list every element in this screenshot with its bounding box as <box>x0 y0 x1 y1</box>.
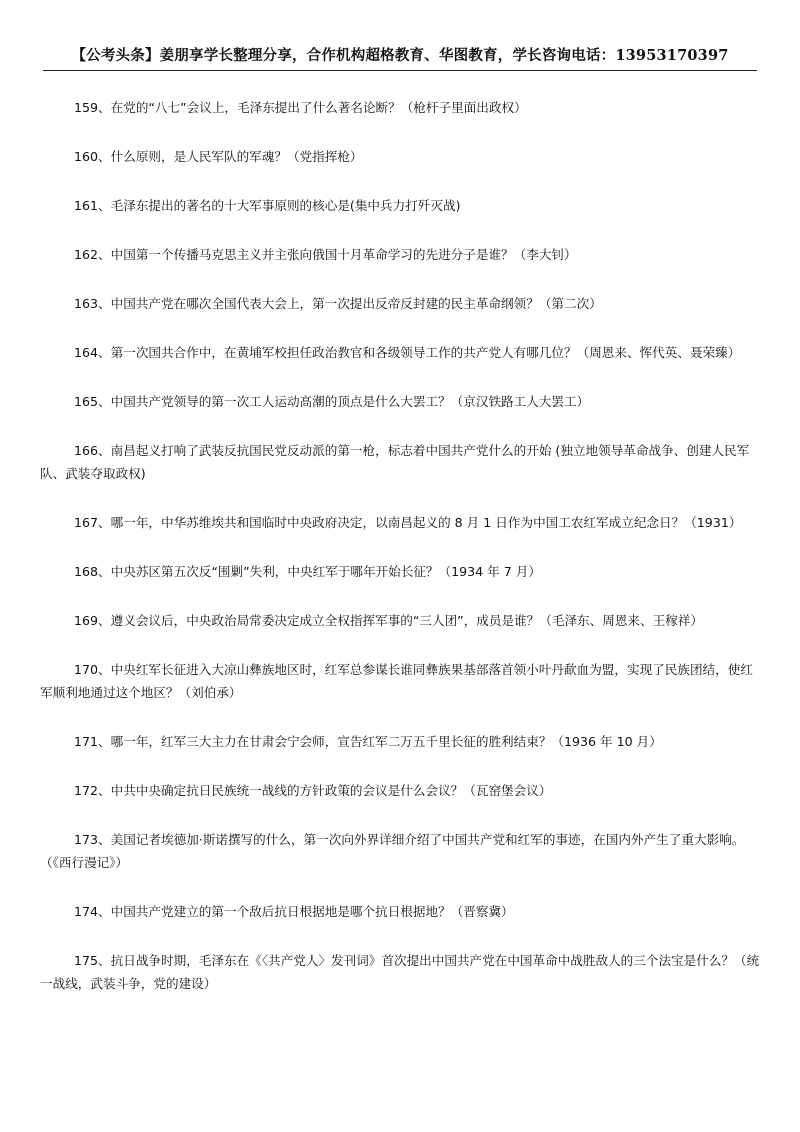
qa-item-164: 164、第一次国共合作中，在黄埔军校担任政治教官和各级领导工作的共产党人有哪几位？（周恩来、恽代英、聂荣臻） <box>74 345 741 360</box>
qa-item-169: 169、遵义会议后，中央政治局常委决定成立全权指挥军事的“三人团”，成员是谁？（毛泽东、周恩来、王稼祥） <box>74 613 703 628</box>
page-header: 【公考头条】姜朋享学长整理分享，合作机构超格教育、华图教育，学长咨询电话：13953170397 <box>71 47 729 64</box>
qa-item-168: 168、中央苏区第五次反“围剿”失利，中央红军于哪年开始长征？（1934 年 7 月） <box>74 564 541 579</box>
header-divider <box>43 70 757 71</box>
qa-item-162: 162、中国第一个传播马克思主义并主张向俄国十月革命学习的先进分子是谁？（李大钊） <box>74 247 577 262</box>
qa-item-171: 171、哪一年，红军三大主力在甘肃会宁会师，宣告红军二万五千里长征的胜利结束？（1936 年 10 月） <box>74 734 662 749</box>
qa-item-173: 173、美国记者埃德加·斯诺撰写的什么，第一次向外界详细介绍了中国共产党和红军的事迹，在国内外产生了重大影响。（《西行漫记》） <box>40 832 745 870</box>
qa-item-159: 159、在党的“八七”会议上，毛泽东提出了什么著名论断？（枪杆子里面出政权） <box>74 100 527 115</box>
qa-list <box>40 96 762 1021</box>
qa-item-170: 170、中央红军长征进入大凉山彝族地区时，红军总参谋长谁同彝族果基部落首领小叶丹歃血为盟，实现了民族团结，使红军顺利地通过这个地区？（刘伯承） <box>40 662 753 700</box>
qa-item-167: 167、哪一年，中华苏维埃共和国临时中央政府决定，以南昌起义的 8 月 1 日作为中国工农红军成立纪念日？（1931） <box>74 515 742 530</box>
qa-item-161: 161、毛泽东提出的著名的十大军事原则的核心是(集中兵力打歼灭战) <box>74 198 461 213</box>
qa-item-166: 166、南昌起义打响了武装反抗国民党反动派的第一枪，标志着中国共产党什么的开始 (独立地领导革命战争、创建人民军队、武装夺取政权) <box>40 443 750 481</box>
qa-item-160: 160、什么原则，是人民军队的军魂？（党指挥枪） <box>74 149 363 164</box>
qa-item-175: 175、抗日战争时期，毛泽东在《〈共产党人〉发刊词》首次提出中国共产党在中国革命中战胜敌人的三个法宝是什么？（统一战线，武装斗争，党的建设） <box>40 953 760 991</box>
qa-item-174: 174、中国共产党建立的第一个敌后抗日根据地是哪个抗日根据地？（晋察冀） <box>74 904 514 919</box>
qa-item-165: 165、中国共产党领导的第一次工人运动高潮的顶点是什么大罢工？（京汉铁路工人大罢工） <box>74 394 590 409</box>
qa-item-163: 163、中国共产党在哪次全国代表大会上，第一次提出反帝反封建的民主革命纲领？（第二次） <box>74 296 602 311</box>
qa-item-172: 172、中共中央确定抗日民族统一战线的方针政策的会议是什么会议？（瓦窑堡会议） <box>74 783 552 798</box>
